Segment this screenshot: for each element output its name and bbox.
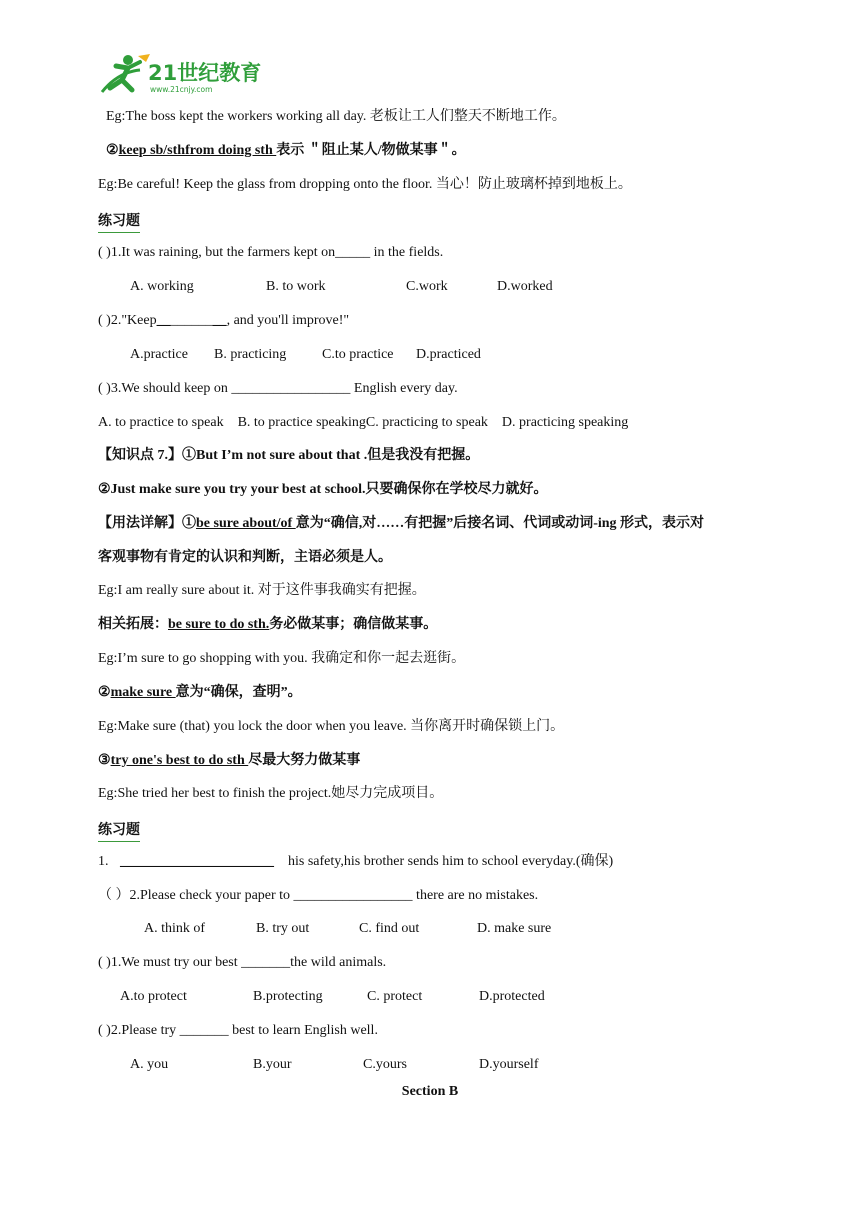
extension-label: 相关拓展： bbox=[98, 617, 168, 632]
option-c: C. find out bbox=[359, 921, 420, 936]
circled-number: ② bbox=[106, 143, 119, 158]
option-a: A.to protect bbox=[120, 989, 187, 1004]
blank: __ bbox=[212, 313, 227, 328]
phrase-meaning: 意为“确保，查明”。 bbox=[175, 685, 302, 700]
section-heading-exercises: 练习题 bbox=[98, 819, 140, 839]
question-text: , and you'll improve!" bbox=[226, 313, 350, 328]
running-person-icon bbox=[98, 52, 268, 98]
answer-paren: ( ) bbox=[98, 1023, 111, 1038]
question bbox=[98, 954, 860, 972]
usage-label: 【用法详解】① bbox=[98, 516, 196, 531]
option-c: C.work bbox=[406, 279, 448, 294]
question-number: 1. bbox=[98, 854, 109, 869]
option-c: C. protect bbox=[367, 989, 423, 1004]
phrase-line bbox=[106, 142, 860, 160]
option-d: D.protected bbox=[479, 989, 545, 1004]
phrase-meaning: 尽最大努力做某事 bbox=[248, 753, 361, 768]
option-d: D.practiced bbox=[416, 347, 481, 362]
extension bbox=[98, 616, 860, 634]
circled-number: ③ bbox=[98, 753, 111, 768]
usage-explanation bbox=[98, 515, 860, 533]
option-b: B. to work bbox=[266, 279, 326, 294]
section-title: Section B bbox=[401, 1084, 459, 1099]
question-text: 2."Keep bbox=[110, 313, 157, 328]
question bbox=[98, 887, 860, 905]
logo-brand: 21世纪教育 bbox=[148, 61, 262, 85]
question-text: 3.We should keep on _________________ English every day. bbox=[110, 381, 458, 396]
blank: __ bbox=[156, 313, 171, 328]
option-a: A. you bbox=[130, 1057, 169, 1072]
option-d: D.worked bbox=[497, 279, 553, 294]
extension-text: 务必做某事；确信做某事。 bbox=[269, 617, 438, 632]
blank: ______________________ bbox=[120, 854, 274, 869]
example-line: Eg:I am really sure about it. 对于这件事我确实有把握。 bbox=[98, 583, 426, 598]
question bbox=[98, 853, 860, 871]
answer-paren: ( ) bbox=[98, 245, 111, 260]
question-text: 1.We must try our best _______the wild animals. bbox=[110, 955, 387, 970]
example-line: Eg:The boss kept the workers working all day. 老板让工人们整天不断地工作。 bbox=[106, 109, 566, 124]
example-line: Eg:I’m sure to go shopping with you. 我确定和你一起去逛街。 bbox=[98, 651, 466, 666]
phrase: be sure about/of bbox=[196, 516, 296, 531]
option-a: A. think of bbox=[144, 921, 206, 936]
option-a: A. working bbox=[130, 279, 194, 294]
option-d: D. make sure bbox=[477, 921, 552, 936]
options: A. to practice to speak B. to practice speakingC. practicing to speak D. practicing speaking bbox=[98, 415, 629, 430]
phrase: try one's best to do sth bbox=[110, 753, 249, 768]
answer-paren: ( ) bbox=[98, 381, 111, 396]
answer-paren: ( ) bbox=[98, 313, 111, 328]
knowledge-point: 【知识点 7.】①But I’m not sure about that .但是我没有把握。 bbox=[98, 448, 480, 463]
question bbox=[98, 244, 860, 262]
option-d: D.yourself bbox=[479, 1057, 539, 1072]
question bbox=[98, 380, 860, 398]
example-line: Eg:Be careful! Keep the glass from dropping onto the floor. 当心！防止玻璃杯掉到地板上。 bbox=[98, 177, 632, 192]
knowledge-point: ②Just make sure you try your best at school.只要确保你在学校尽力就好。 bbox=[98, 482, 548, 497]
question-text: 1.It was raining, but the farmers kept on_____ in the fields. bbox=[110, 245, 444, 260]
option-b: B. try out bbox=[256, 921, 310, 936]
example-line: Eg:She tried her best to finish the project.她尽力完成项目。 bbox=[98, 786, 444, 801]
question-text: 2.Please check your paper to _________________ there are no mistakes. bbox=[129, 888, 539, 903]
option-c: C.yours bbox=[363, 1057, 407, 1072]
question bbox=[98, 312, 860, 330]
phrase-line bbox=[98, 752, 860, 770]
option-b: B.your bbox=[253, 1057, 292, 1072]
answer-paren: （ ） bbox=[98, 888, 130, 903]
answer-paren: ( ) bbox=[98, 955, 111, 970]
circled-number: ② bbox=[98, 685, 111, 700]
section-heading-exercises: 练习题 bbox=[98, 210, 140, 230]
blank: ______ bbox=[170, 313, 213, 328]
phrase: keep sb/sthfrom doing sth bbox=[118, 143, 277, 158]
phrase: make sure bbox=[110, 685, 176, 700]
phrase-line bbox=[98, 684, 860, 702]
option-b: B. practicing bbox=[214, 347, 287, 362]
phrase-meaning: 表示 ＂阻止某人/物做某事＂。 bbox=[276, 143, 466, 158]
usage-text: 意为“确信,对……有把握”后接名词、代词或动词-ing 形式，表示对 bbox=[295, 516, 705, 531]
logo-url: www.21cnjy.com bbox=[150, 85, 213, 94]
example-line: Eg:Make sure (that) you lock the door when you leave. 当你离开时确保锁上门。 bbox=[98, 719, 565, 734]
option-a: A.practice bbox=[130, 347, 188, 362]
question bbox=[98, 1022, 860, 1040]
logo bbox=[98, 52, 268, 98]
usage-explanation: 客观事物有肯定的认识和判断，主语必须是人。 bbox=[98, 550, 392, 565]
question-text: his safety,his brother sends him to school everyday.(确保) bbox=[288, 854, 614, 869]
question-text: 2.Please try _______ best to learn English well. bbox=[110, 1023, 378, 1038]
fill-blank bbox=[120, 853, 274, 871]
option-c: C.to practice bbox=[322, 347, 394, 362]
option-b: B.protecting bbox=[253, 989, 323, 1004]
phrase: be sure to do sth. bbox=[168, 617, 270, 632]
